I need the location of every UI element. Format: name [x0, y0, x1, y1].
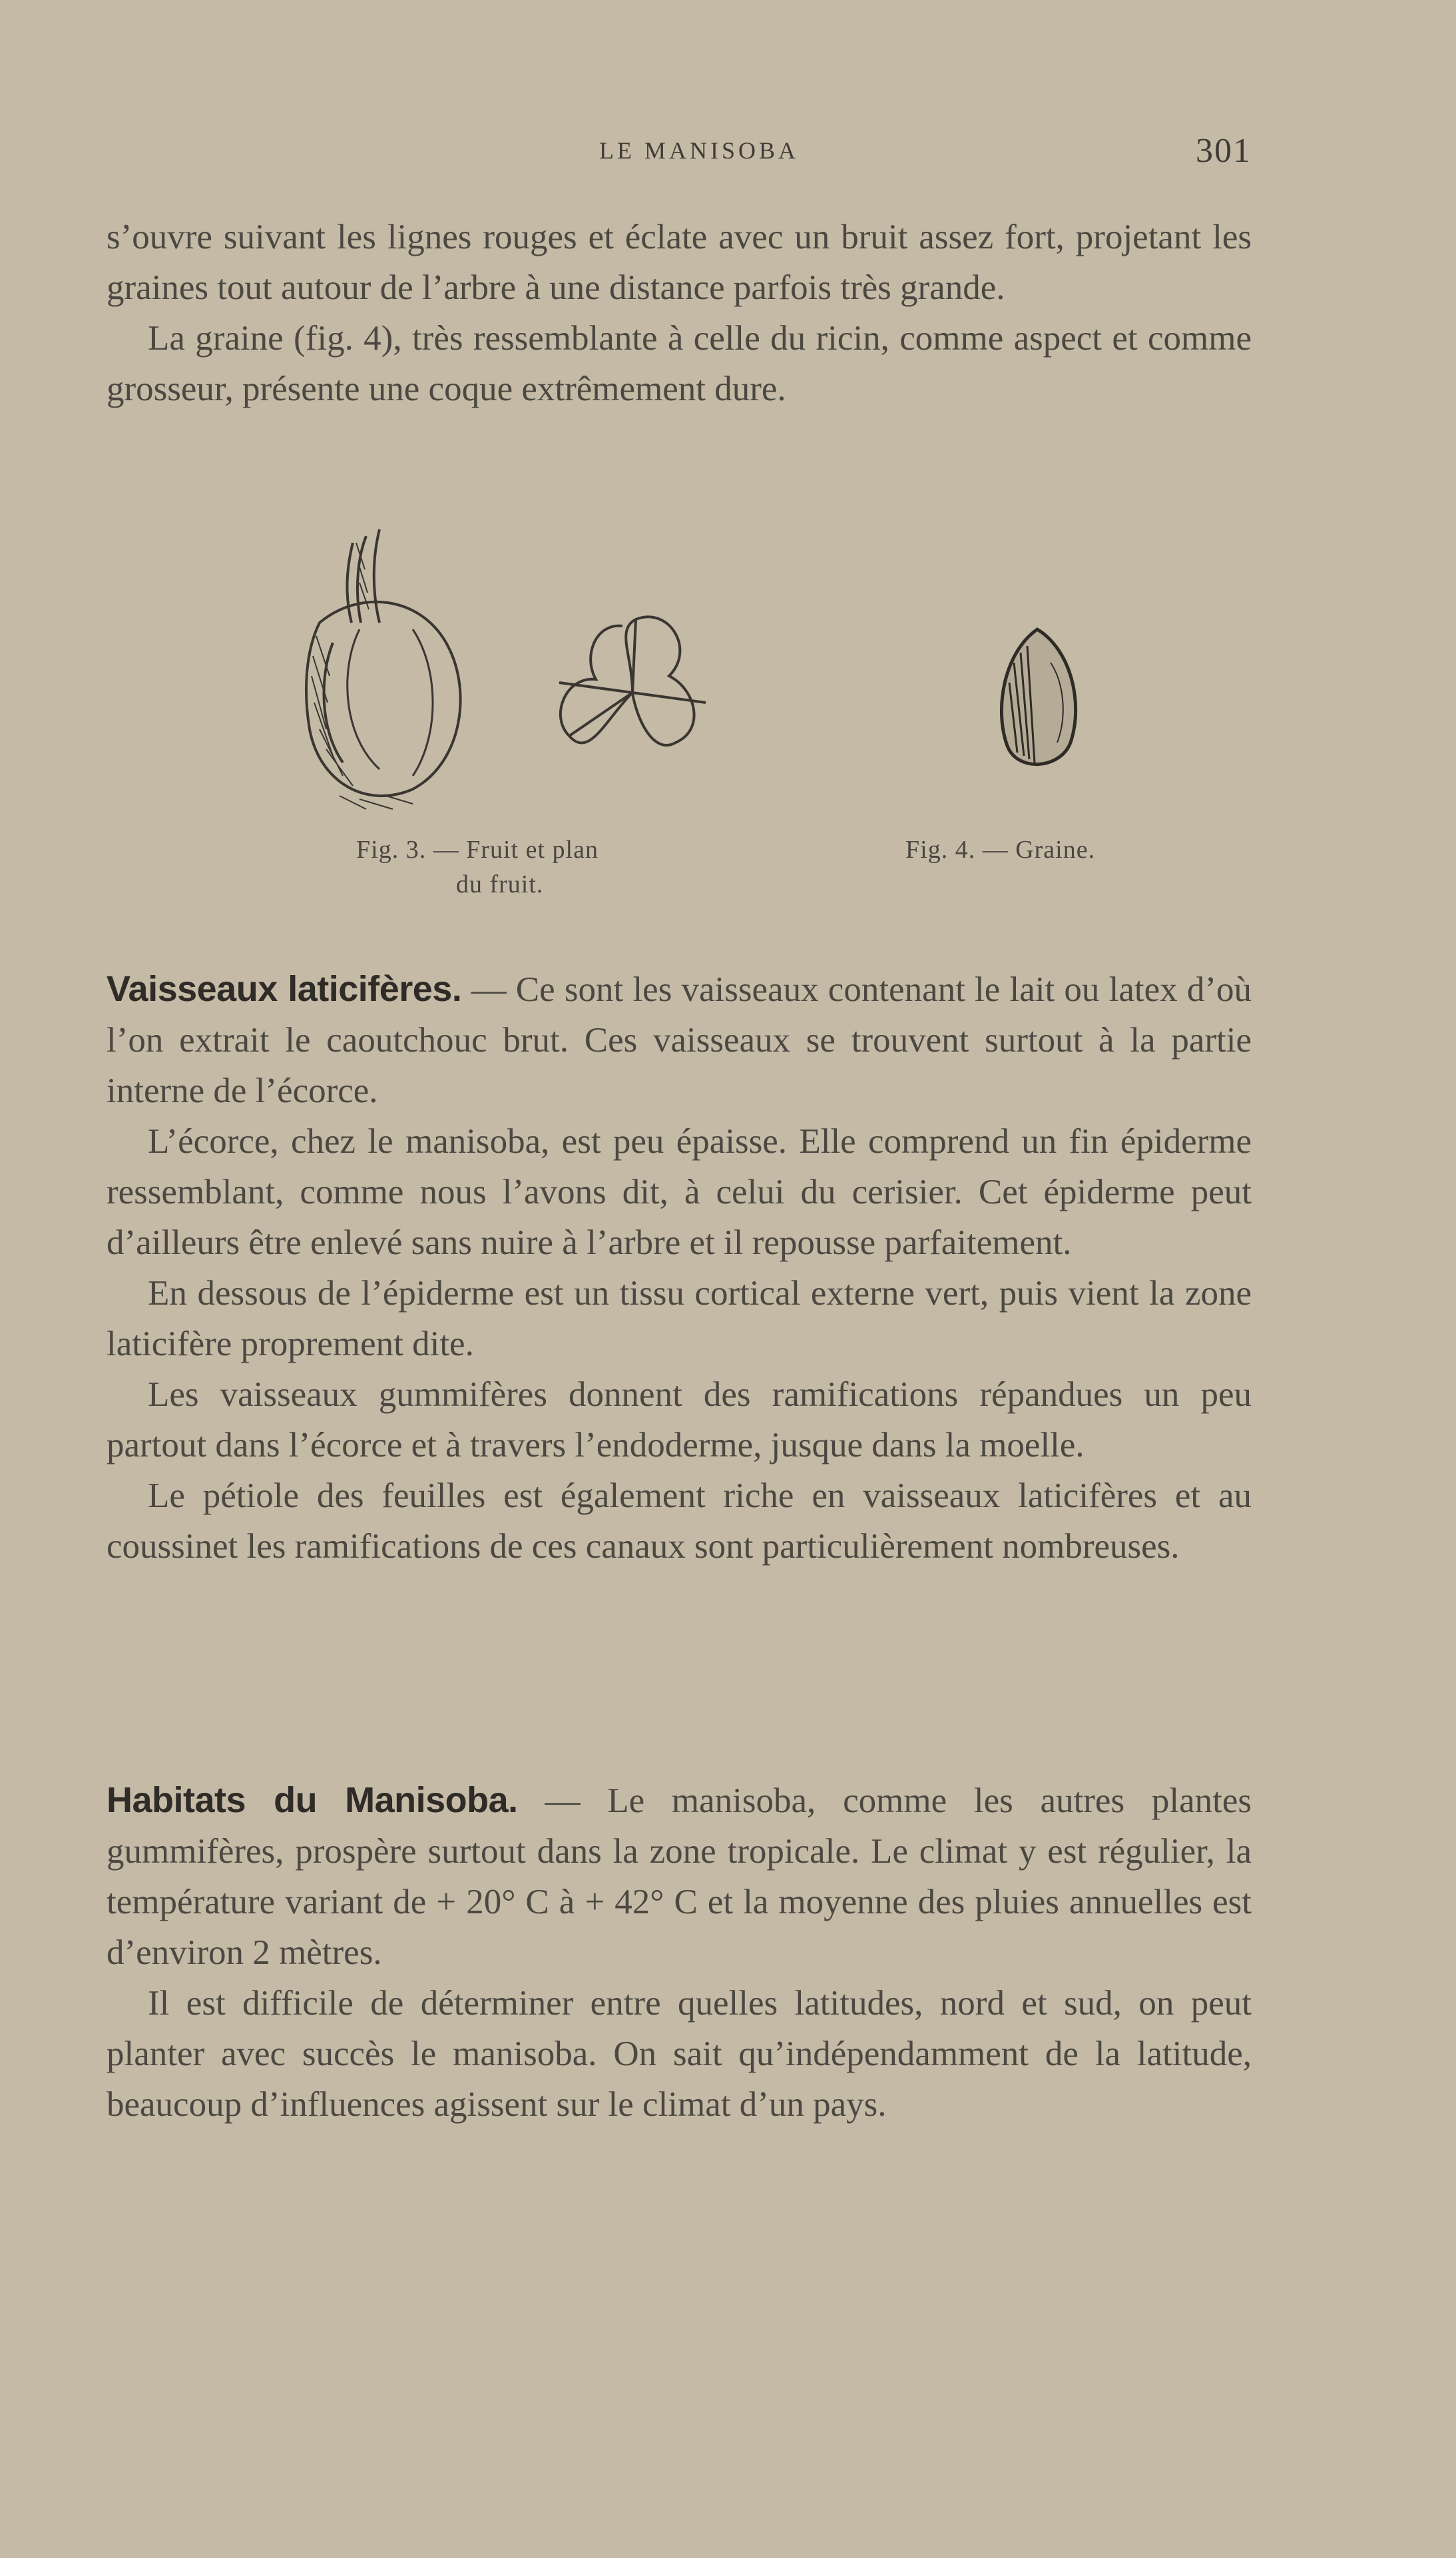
- figure-3-caption: [356, 832, 599, 902]
- page-number: 301: [1196, 132, 1252, 170]
- fruit-illustration: [280, 516, 493, 822]
- section-vaisseaux: [107, 964, 1252, 1572]
- paragraph: [107, 964, 1252, 1116]
- caption-line: Fig. 3. — Fruit et plan: [356, 836, 599, 864]
- paragraph: En dessous de l’épiderme est un tissu cortical externe vert, puis vient la zone laticifère proprement dite.: [107, 1274, 1252, 1363]
- paragraph: L’écorce, chez le manisoba, est peu épaisse. Elle comprend un fin épiderme ressemblant, comme nous l’avons dit, à celui du cerisier. Cet épiderme peut d’ailleurs être enlevé sans nuire à l’arbre et il repousse parfaitement.: [107, 1122, 1252, 1262]
- section-heading: Vaisseaux laticifères.: [107, 969, 462, 1009]
- fruit-plan-diagram: [543, 603, 722, 783]
- paragraph: Les vaisseaux gummifères donnent des ramifications répandues un peu partout dans l’écorce et à travers l’endoderme, jusque dans la moelle.: [107, 1375, 1252, 1464]
- section-heading: Habitats du Manisoba.: [107, 1780, 518, 1820]
- paragraph: s’ouvre suivant les lignes rouges et éclate avec un bruit assez fort, projetant les graines tout autour de l’arbre à une distance parfois très grande.: [107, 218, 1252, 307]
- running-title: LE MANISOBA: [599, 137, 800, 164]
- paragraph: La graine (fig. 4), très ressemblante à celle du ricin, comme aspect et comme grosseur, présente une coque extrêmement dure.: [107, 319, 1252, 408]
- caption-line: du fruit.: [456, 870, 544, 898]
- section-habitats: [107, 1775, 1252, 2130]
- top-text: [107, 212, 1252, 414]
- paragraph: [107, 1775, 1252, 1978]
- paragraph-text: — Le manisoba, comme les autres plantes gummifères, prospère surtout dans la zone tropicale. Le climat y est régulier, la température variant de + 20° C à + 42° C et la moyenne des pluies annuelles est d’environ 2 mètres.: [107, 1781, 1252, 1972]
- figure-4-caption: Fig. 4. — Graine.: [905, 836, 1096, 864]
- paragraph-text: — Ce sont les vaisseaux contenant le lait ou latex d’où l’on extrait le caoutchouc brut. Ces vaisseaux se trouvent surtout à la partie interne de l’écorce.: [107, 970, 1252, 1110]
- paragraph: Le pétiole des feuilles est également riche en vaisseaux laticifères et au coussinet les ramifications de ces canaux sont particulièrement nombreuses.: [107, 1476, 1252, 1566]
- seed-illustration: [984, 623, 1091, 776]
- paragraph: Il est difficile de déterminer entre quelles latitudes, nord et sud, on peut planter avec succès le manisoba. On sait qu’indépendamment de la latitude, beaucoup d’influences agissent sur le climat d’un pays.: [107, 1984, 1252, 2124]
